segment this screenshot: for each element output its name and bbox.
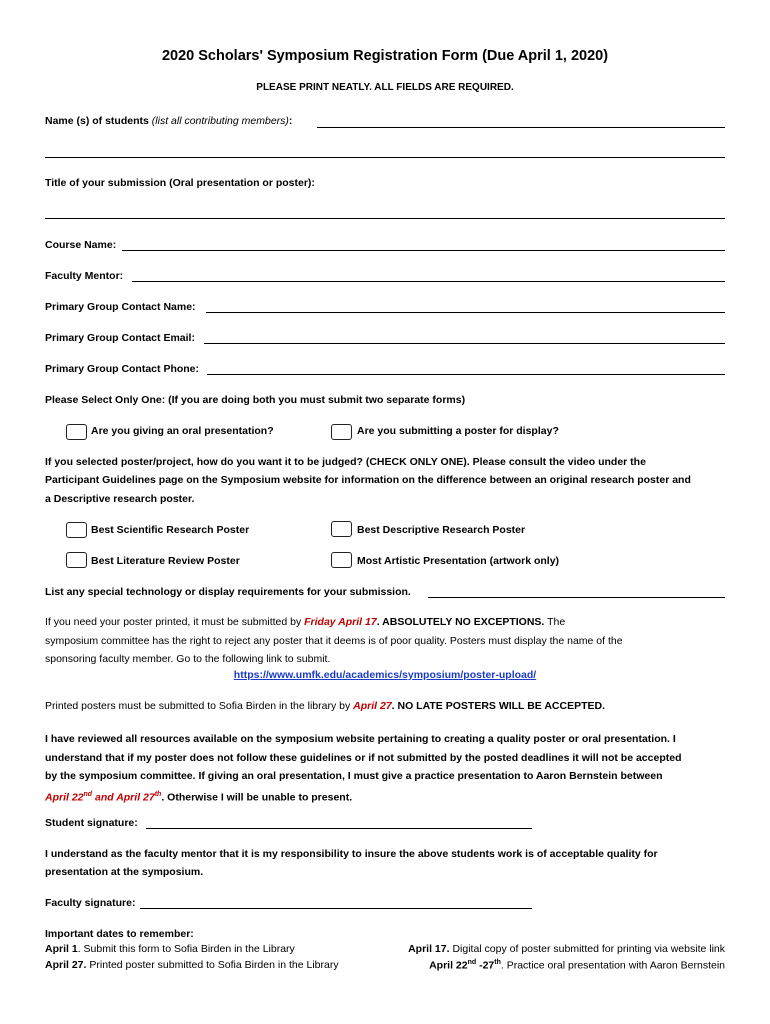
descriptive-poster-checkbox[interactable] — [331, 521, 352, 537]
important-dates-heading: Important dates to remember: — [45, 928, 194, 940]
submission-title-label: Title of your submission (Oral presentation or poster): — [45, 177, 315, 189]
names-field-line-1[interactable] — [317, 127, 725, 128]
contact-phone-field[interactable] — [207, 374, 725, 375]
contact-email-label: Primary Group Contact Email: — [45, 332, 195, 344]
descriptive-poster-label: Best Descriptive Research Poster — [357, 524, 526, 536]
mentor-statement-line-2: presentation at the symposium. — [45, 866, 204, 878]
technology-label: List any special technology or display requirements for your submission. — [45, 586, 411, 598]
oral-presentation-label: Are you giving an oral presentation? — [91, 425, 274, 437]
artistic-presentation-checkbox[interactable] — [331, 552, 352, 568]
printed-posters-notice: Printed posters must be submitted to Sofia Birden in the library by April 27. NO LATE POSTERS WILL BE ACCEPTED. — [45, 700, 605, 712]
student-signature-field[interactable] — [146, 828, 532, 829]
date-item-april-22-27: April 22nd -27th. Practice oral presentation with Aaron Bernstein — [429, 959, 725, 972]
course-name-label: Course Name: — [45, 239, 117, 251]
printed-deadline: April 27 — [353, 700, 392, 712]
poster-display-label: Are you submitting a poster for display? — [357, 425, 559, 437]
faculty-mentor-field[interactable] — [132, 281, 725, 282]
course-name-field[interactable] — [122, 250, 725, 251]
no-exceptions-notice: ABSOLUTELY NO EXCEPTIONS. — [382, 616, 545, 628]
judging-prompt-line-3: a Descriptive research poster. — [45, 493, 195, 505]
names-label: Name (s) of students (list all contributing members): — [45, 115, 293, 127]
literature-review-checkbox[interactable] — [66, 552, 87, 568]
contact-phone-label: Primary Group Contact Phone: — [45, 363, 200, 375]
contact-name-field[interactable] — [206, 312, 725, 313]
oral-presentation-checkbox[interactable] — [66, 424, 87, 440]
faculty-signature-field[interactable] — [140, 908, 532, 909]
practice-window-start: April 22 — [45, 791, 84, 803]
technology-field[interactable] — [428, 597, 725, 598]
contact-email-field[interactable] — [204, 343, 725, 344]
names-hint: (list all contributing members) — [151, 115, 289, 127]
date-item-april-17: April 17. Digital copy of poster submitted for printing via website link — [408, 943, 725, 955]
print-deadline: Friday April 17 — [304, 616, 377, 628]
mentor-statement-line-1: I understand as the faculty mentor that it is my responsibility to insure the above students work is of acceptable quality for — [45, 848, 658, 860]
poster-display-checkbox[interactable] — [331, 424, 352, 440]
scientific-poster-label: Best Scientific Research Poster — [91, 524, 250, 536]
date-item-april-1: April 1. Submit this form to Sofia Birden in the Library — [45, 943, 295, 955]
form-instructions: PLEASE PRINT NEATLY. ALL FIELDS ARE REQUIRED. — [256, 82, 514, 93]
student-signature-label: Student signature: — [45, 817, 138, 829]
form-title: 2020 Scholars' Symposium Registration Form (Due April 1, 2020) — [161, 48, 609, 64]
literature-review-label: Best Literature Review Poster — [91, 555, 240, 567]
faculty-mentor-label: Faculty Mentor: — [45, 270, 124, 282]
scientific-poster-checkbox[interactable] — [66, 522, 87, 538]
poster-upload-link[interactable]: https://www.umfk.edu/academics/symposium/poster-upload/ — [233, 669, 537, 681]
judging-prompt-line-2: Participant Guidelines page on the Symposium website for information on the difference between an original research poster and — [45, 474, 691, 486]
names-field-line-2[interactable] — [45, 157, 725, 158]
judging-prompt-line-1: If you selected poster/project, how do you want it to be judged? (CHECK ONLY ONE). Please consult the video under the — [45, 456, 646, 468]
contact-name-label: Primary Group Contact Name: — [45, 301, 196, 313]
practice-window-end: and April 27 — [92, 791, 155, 803]
faculty-signature-label: Faculty signature: — [45, 897, 136, 909]
artistic-presentation-label: Most Artistic Presentation (artwork only) — [357, 555, 560, 567]
select-one-prompt: Please Select Only One: (If you are doing both you must submit two separate forms) — [45, 394, 466, 406]
agreement-paragraph: I have reviewed all resources available on the symposium website pertaining to creating a quality poster or oral presentation. I understand that if my poster does not follow these guidelines or if not submitted by the posted deadlines it will not be accepted by the symposium committee. If giving an oral presentation, I must give a practice presentation to Aaron Bernstein between April 22nd and April 27th. Otherwise I will be unable to present. — [45, 733, 682, 803]
submission-title-field[interactable] — [45, 218, 725, 219]
date-item-april-27: April 27. Printed poster submitted to Sofia Birden in the Library — [45, 959, 339, 971]
printing-paragraph: If you need your poster printed, it must be submitted by Friday April 17. ABSOLUTELY NO EXCEPTIONS. The symposium committee has the right to reject any poster that it deems is of poor quality. Posters must display the name of the sponsoring faculty member. Go to the following link to submit. — [45, 616, 623, 665]
